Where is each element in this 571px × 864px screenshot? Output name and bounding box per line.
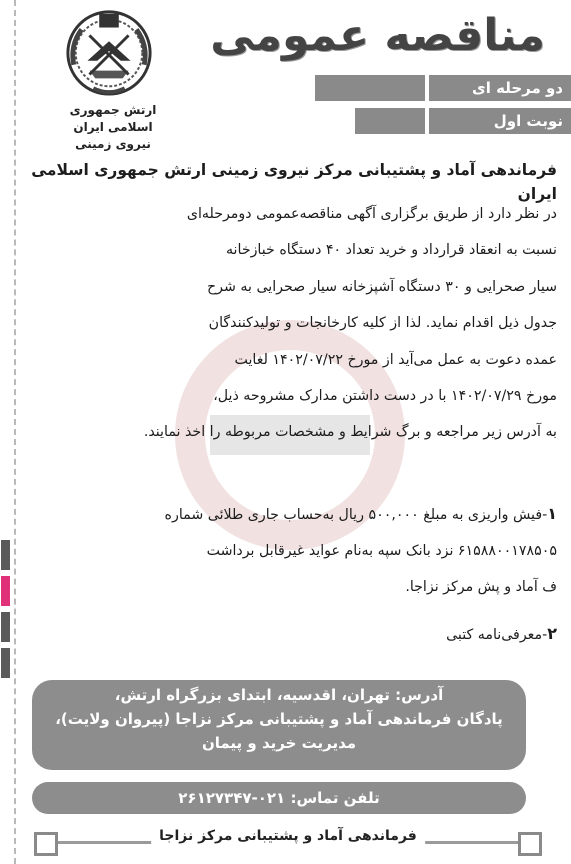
org-name: ارتش جمهوری اسلامی ایران [69, 103, 157, 134]
bar-stub [355, 108, 425, 134]
body-line: به آدرس زیر مراجعه و برگ شرایط و مشخصات مربوطه را اخذ نمایند. [143, 424, 557, 441]
requirement-item-1 [27, 496, 557, 605]
side-strip-mark [1, 540, 10, 690]
requirement-line [27, 496, 557, 533]
notice-heading: فرماندهی آماد و پشتیبانی مرکز نیروی زمینی ارتش جمهوری اسلامی ایران [31, 161, 557, 203]
item-number: ۱ [547, 504, 557, 523]
left-margin-edge [0, 0, 16, 864]
army-emblem-icon [60, 6, 158, 98]
footer-banner [20, 826, 556, 862]
stage-label: دو مرحله ای [429, 75, 571, 101]
item-text: -فیش واریزی به مبلغ ۵۰۰,۰۰۰ ریال به‌حساب جاری طلائی شماره [164, 507, 548, 523]
requirement-line: ۶۱۵۸۸۰۰۱۷۸۵۰۵ نزد بانک سپه به‌نام عواید غیرقابل برداشت [206, 543, 557, 559]
requirement-item-2 [27, 616, 557, 653]
org-branch: نیروی زمینی [75, 137, 151, 151]
phone-number: تلفن تماس: ۰۲۱-۲۶۱۲۷۳۴۷ [32, 782, 526, 814]
bar-stub [315, 75, 425, 101]
body-line: سیار صحرایی و ۳۰ دستگاه آشپزخانه سیار صحرایی به شرح [207, 278, 557, 295]
footer-square-icon [518, 832, 542, 856]
body-line: نسبت به انعقاد قرارداد و خرید تعداد ۴۰ دستگاه خبازخانه [225, 242, 557, 259]
body-line: مورخ ۱۴۰۲/۰۷/۲۹ با در دست داشتن مدارک مشروحه ذیل، [213, 388, 557, 405]
requirement-line: ف آماد و پش مرکز نزاجا. [405, 579, 557, 595]
address-line: آدرس: تهران، اقدسیه، ابتدای بزرگراه ارتش، [114, 686, 444, 704]
round-label: نوبت اول [429, 108, 571, 134]
item-number: ۲ [547, 624, 557, 643]
notice-body [27, 196, 557, 451]
item-text: -معرفی‌نامه کتبی [446, 627, 548, 643]
body-line: در نظر دارد از طریق برگزاری آگهی مناقصه‌عمومی دومرحله‌ای [186, 206, 557, 222]
body-line: عمده دعوت به عمل می‌آید از مورخ ۱۴۰۲/۰۷/۲۲ لغایت [234, 351, 557, 368]
address-box [32, 680, 526, 770]
body-line: جدول ذیل اقدام نماید. لذا از کلیه کارخانجات و تولیدکنندگان [208, 315, 557, 332]
org-label [58, 102, 168, 153]
footer-square-icon [34, 832, 58, 856]
footer-label: فرماندهی آماد و پشتیبانی مرکز نزاجا [151, 828, 425, 844]
notice-title: مناقصه عمومی [210, 10, 545, 61]
address-line: مدیریت خرید و پیمان [201, 734, 357, 752]
address-line: پادگان فرماندهی آماد و پشتیبانی مرکز نزاجا (پیروان ولایت)، [55, 710, 503, 728]
